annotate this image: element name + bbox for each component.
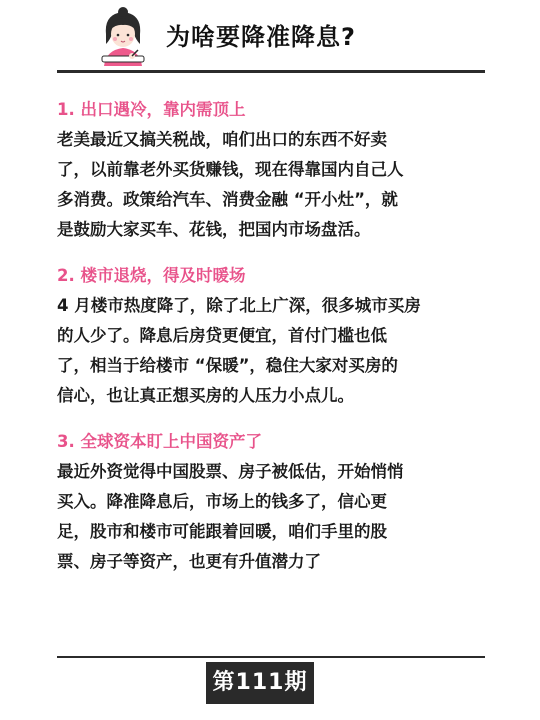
article-content (57, 95, 487, 593)
section-3 (57, 427, 487, 577)
footer-divider (57, 656, 485, 658)
body-line: 了，以前靠老外买货赚钱，现在得靠国内自己人 (57, 160, 404, 179)
body-line: 是鼓励大家买车、花钱，把国内市场盘活。 (57, 220, 371, 239)
body-line: 票、房子等资产，也更有升值潜力了 (57, 552, 321, 571)
section-body (57, 457, 487, 577)
section-heading: 1. 出口遇冷，靠内需顶上 (57, 100, 246, 119)
issue-badge: 第111期 (206, 662, 314, 704)
body-line: 多消费。政策给汽车、消费金融 “开小灶”，就 (57, 190, 398, 209)
body-line: 老美最近又搞关税战，咱们出口的东西不好卖 (57, 130, 387, 149)
body-line: 足，股市和楼市可能跟着回暖，咱们手里的股 (57, 522, 387, 541)
section-1 (57, 95, 487, 245)
body-line: 信心，也让真正想买房的人压力小点儿。 (57, 386, 354, 405)
body-line: 了，相当于给楼市 “保暖”，稳住大家对买房的 (57, 356, 398, 375)
section-body (57, 125, 487, 245)
body-line: 4 月楼市热度降了，除了北上广深，很多城市买房 (57, 296, 421, 315)
body-line: 的人少了。降息后房贷更便宜，首付门槛也低 (57, 326, 387, 345)
body-line: 最近外资觉得中国股票、房子被低估，开始悄悄 (57, 462, 404, 481)
section-2 (57, 261, 487, 411)
page-title: 为啥要降准降息? (166, 23, 356, 51)
header-divider (57, 70, 485, 73)
header (0, 0, 540, 72)
section-heading: 3. 全球资本盯上中国资产了 (57, 432, 262, 451)
section-body (57, 291, 487, 411)
girl-writing-avatar-icon (92, 4, 154, 66)
section-heading: 2. 楼市退烧，得及时暖场 (57, 266, 246, 285)
body-line: 买入。降准降息后，市场上的钱多了，信心更 (57, 492, 387, 511)
